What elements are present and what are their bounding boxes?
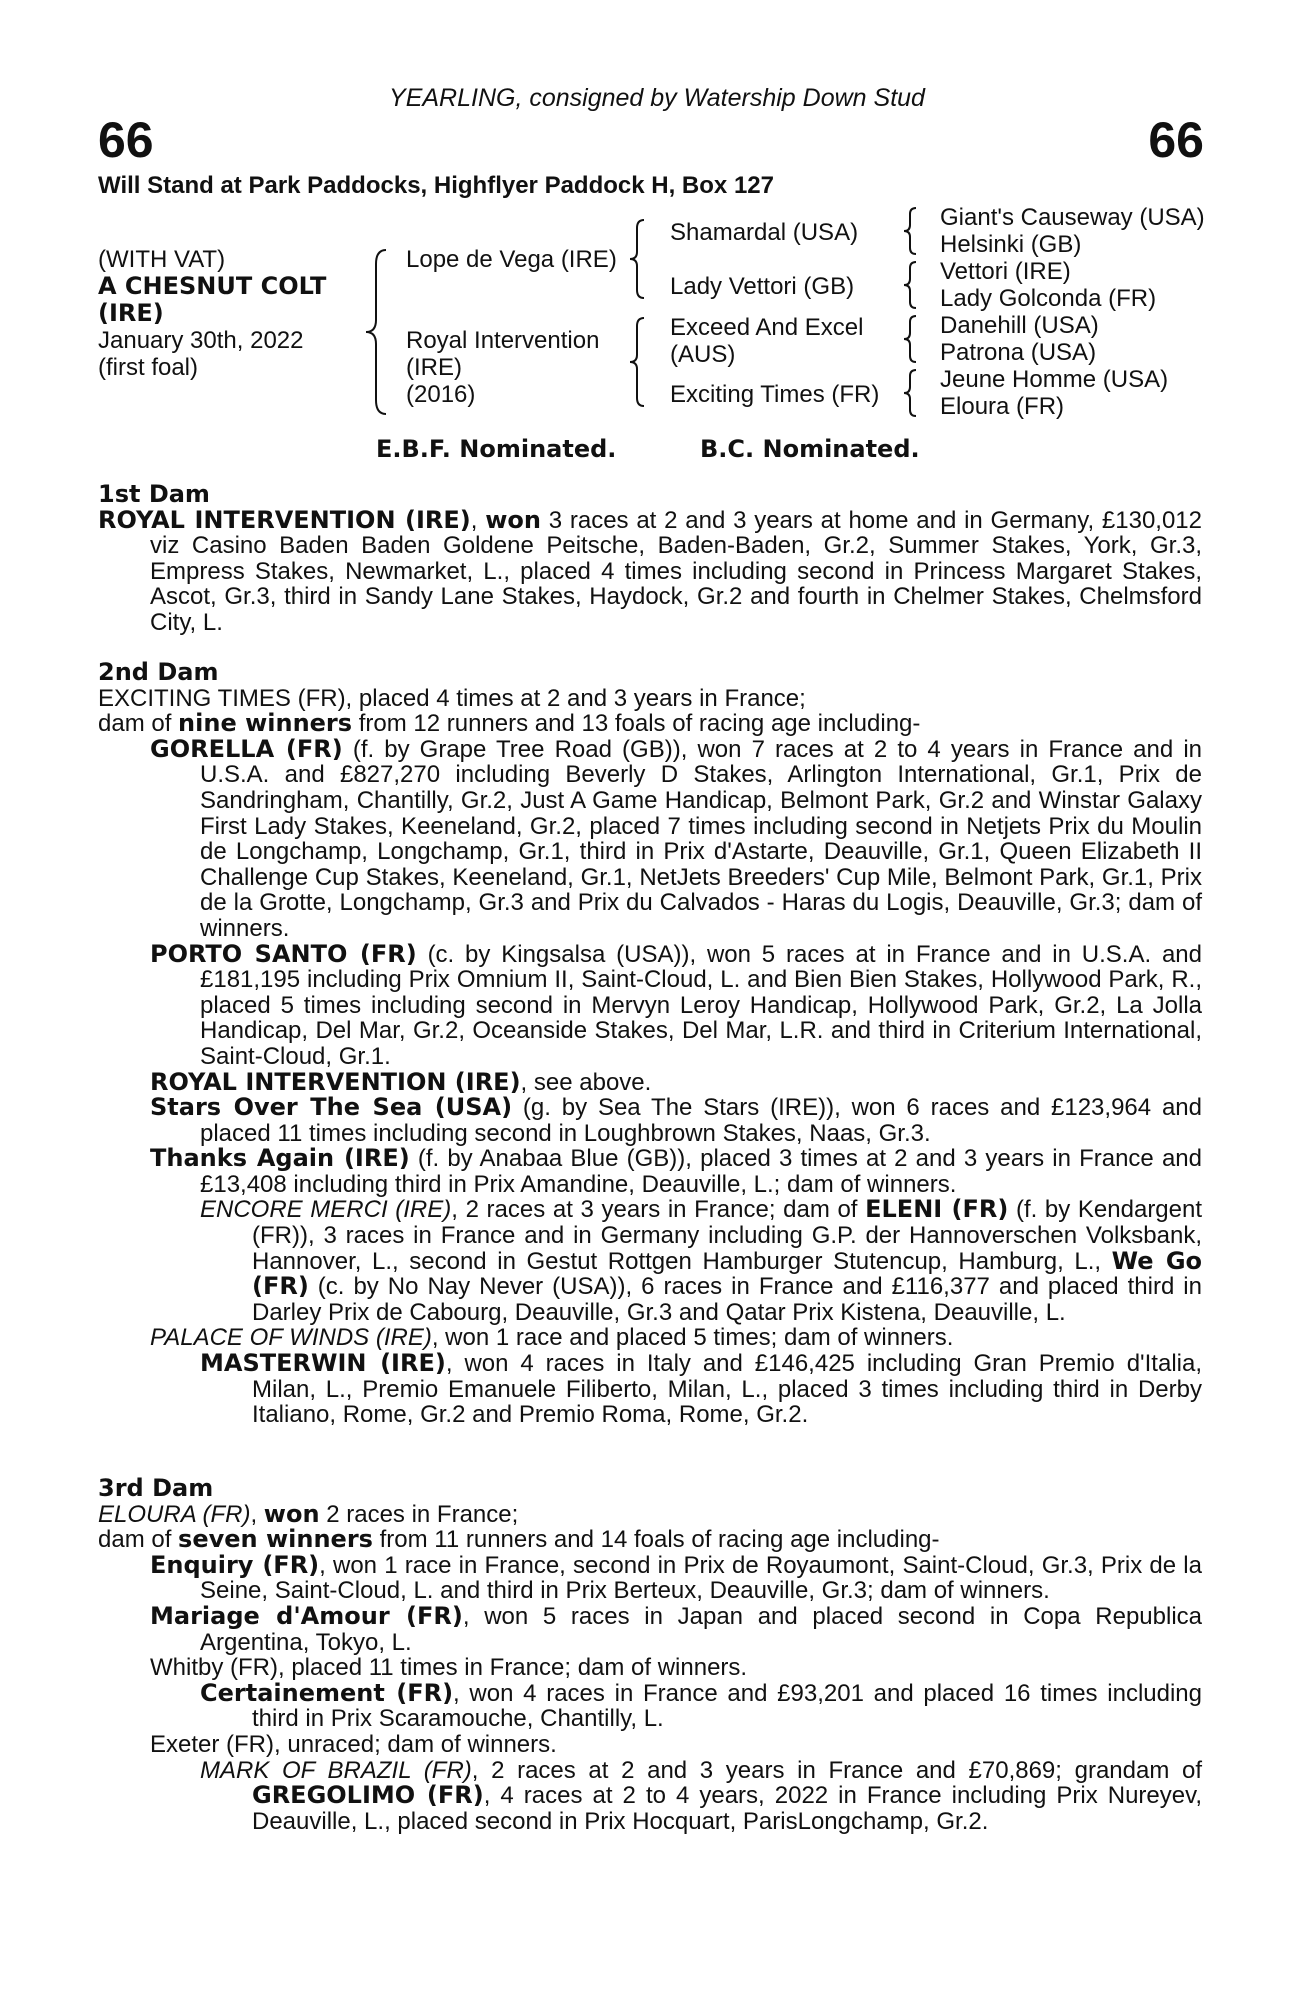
- third-dam-line2: [98, 1527, 1202, 1553]
- progeny-entry: [150, 1095, 1202, 1146]
- dam-name-line2: (IRE): [406, 354, 462, 381]
- certainement-name: Certainement (FR): [200, 1678, 454, 1707]
- progeny-text: (g. by Sea The Stars (IRE)), won 6 races and £123,964 and placed 11 times including second in Loughbrown Stakes, Naas, Gr.3.: [200, 1094, 1202, 1147]
- second-dam-line2-prefix: dam of: [98, 710, 179, 738]
- brace-ds: [900, 314, 922, 364]
- first-foal-note: (first foal): [98, 354, 199, 381]
- sdd: Lady Golconda (FR): [940, 285, 1157, 312]
- brace-dd: [900, 368, 922, 418]
- dds: Jeune Homme (USA): [940, 366, 1169, 393]
- palace-of-winds-name: PALACE OF WINDS (IRE): [150, 1324, 432, 1352]
- we-go-name: We Go (FR): [252, 1246, 1203, 1301]
- pedigree-brace-sire: [626, 218, 650, 300]
- stand-location: Will Stand at Park Paddocks, Highflyer Paddock H, Box 127: [98, 172, 774, 199]
- encore-merci-name: ENCORE MERCI (IRE): [200, 1196, 452, 1224]
- eleni-name: ELENI (FR): [865, 1195, 1009, 1224]
- third-dam-heading: 3rd Dam: [98, 1474, 214, 1502]
- masterwin-name: MASTERWIN (IRE): [200, 1349, 446, 1378]
- first-dam-won: won: [485, 505, 541, 534]
- ssd: Helsinki (GB): [940, 231, 1082, 258]
- pedigree-brace-dam: [626, 316, 650, 408]
- progeny-entry: [150, 939, 1202, 1070]
- third-dam-line2-prefix: dam of: [98, 1526, 179, 1554]
- lot-number-right: 66: [1148, 112, 1204, 168]
- brace-sd: [900, 260, 922, 310]
- enquiry-name: Enquiry (FR): [150, 1550, 320, 1579]
- horse-origin: (IRE): [98, 299, 164, 327]
- progeny-text: , see above.: [520, 1068, 652, 1096]
- progeny-text: (f. by Grape Tree Road (GB)), won 7 races at 2 to 4 years in France and in U.S.A. and £827,270 including Beverly D Stakes, Arlington International, Gr.1, Prix de Sandringham, Chantilly, Gr.2, Just A Game Handicap, Belmont Park, Gr.2 and Winstar Galaxy First Lady Stakes, Keeneland, Gr.2, placed 7 times including second in Netjets Prix du Moulin de Longchamp, Longchamp, Gr.1, third in Prix d'Astarte, Deauville, Gr.1, Queen Elizabeth II Challenge Cup Stakes, Keeneland, Gr.1, NetJets Breeders' Cup Mile, Belmont Park, Gr.1, Prix de la Grotte, Longchamp, Gr.3 and Prix du Calvados - Haras du Logis, Deauville, Gr.3; dam of winners.: [200, 735, 1202, 942]
- dss: Danehill (USA): [940, 312, 1099, 339]
- first-dam-paragraph: ROYAL INTERVENTION (IRE), won 3 races at 2 and 3 years at home and in Germany, £130,012 viz Casino Baden Baden Goldene Peitsche, Baden-Baden, Gr.2, Summer Stakes, York, Gr.3, Empress Stakes, Newmarket, L., placed 4 times including second in Princess Margaret Stakes, Ascot, Gr.3, third in Sandy Lane Stakes, Haydock, Gr.2 and fourth in Chelmer Stakes, Chelmsford City, L.: [98, 505, 1202, 636]
- sds: Vettori (IRE): [940, 258, 1071, 285]
- progeny-name: Thanks Again (IRE): [150, 1144, 410, 1173]
- first-dam-heading: 1st Dam: [98, 480, 210, 508]
- masterwin-text: , won 4 races in Italy and £146,425 including Gran Premio d'Italia, Milan, L., Premio Emanuele Filiberto, Milan, L., placed 3 times including third in Derby Italiano, Rome, Gr.2 and Premio Roma, Rome, Gr.2.: [252, 1350, 1202, 1429]
- we-go-text: (c. by No Nay Never (USA)), 6 races in France and £116,377 and placed third in Darley Prix de Cabourg, Deauville, Gr.3 and Qatar Prix Kistena, Deauville, L.: [252, 1273, 1202, 1326]
- third-dam-name: ELOURA (FR): [98, 1500, 251, 1528]
- sire-name: Lope de Vega (IRE): [406, 246, 617, 273]
- third-dam-section: [98, 1476, 1202, 1834]
- consignment-line: YEARLING, consigned by Watership Down Stud: [389, 84, 925, 112]
- third-dam-text: 2 races in France;: [319, 1500, 519, 1528]
- dsd: Patrona (USA): [940, 339, 1097, 366]
- dam-sire-line2: (AUS): [670, 341, 736, 368]
- dam-name-line1: Royal Intervention: [406, 327, 600, 354]
- sss: Giant's Causeway (USA): [940, 204, 1205, 231]
- grand-progeny-entry: [200, 1758, 1202, 1835]
- foaling-date: January 30th, 2022: [98, 327, 304, 354]
- progeny-name: ROYAL INTERVENTION (IRE): [150, 1067, 521, 1096]
- horse-name: A CHESNUT COLT: [98, 272, 327, 300]
- certainement-text: , won 4 races in France and £93,201 and placed 16 times including third in Prix Scaramouche, Chantilly, L.: [252, 1679, 1203, 1733]
- encore-merci-text: , 2 races at 3 years in France; dam of: [451, 1196, 866, 1224]
- progeny-name: PORTO SANTO (FR): [150, 939, 417, 968]
- dam-sire-line1: Exceed And Excel: [670, 314, 864, 341]
- third-dam-winners-count: seven winners: [178, 1525, 373, 1554]
- first-dam-text: 3 races at 2 and 3 years at home and in Germany, £130,012 viz Casino Baden Baden Goldene Peitsche, Baden-Baden, Gr.2, Summer Stakes, York, Gr.3, Empress Stakes, Newmarket, L., placed 4 times including second in Princess Margaret Stakes, Ascot, Gr.3, third in Sandy Lane Stakes, Haydock, Gr.2 and fourth in Chelmer Stakes, Chelmsford City, L.: [150, 506, 1202, 636]
- pedigree-brace-gen1: [362, 248, 396, 416]
- dam-dam: Exciting Times (FR): [670, 381, 880, 408]
- sire-dam: Lady Vettori (GB): [670, 273, 855, 300]
- progeny-text: (f. by Anabaa Blue (GB)), placed 3 times at 2 and 3 years in France and £13,408 including third in Prix Amandine, Deauville, L.; dam of winners.: [200, 1145, 1202, 1198]
- third-dam-won: won: [263, 1499, 320, 1528]
- first-dam-name: ROYAL INTERVENTION (IRE): [98, 505, 471, 534]
- progeny-text: (c. by Kingsalsa (USA)), won 5 races at in France and in U.S.A. and £181,195 including Prix Omnium II, Saint-Cloud, L. and Bien Bien Stakes, Hollywood Park, R., placed 5 times including second in Mervyn Leroy Handicap, Hollywood Park, Gr.2, La Jolla Handicap, Del Mar, Gr.2, Oceanside Stakes, Del Mar, L.R. and third in Criterium International, Saint-Cloud, Gr.1.: [200, 940, 1202, 1070]
- vat-note: (WITH VAT): [98, 246, 226, 273]
- progeny-entry: [150, 1325, 1202, 1351]
- first-dam-section: [98, 482, 1202, 636]
- grand-progeny-entry: [200, 1197, 1202, 1325]
- second-dam-winners-count: nine winners: [178, 709, 353, 738]
- mark-of-brazil-name: MARK OF BRAZIL (FR): [200, 1756, 472, 1784]
- second-dam-section: [98, 660, 1202, 1428]
- progeny-entry: [150, 1146, 1202, 1197]
- progeny-entry: Exeter (FR), unraced; dam of winners.: [150, 1730, 557, 1758]
- progeny-name: Stars Over The Sea (USA): [150, 1093, 513, 1122]
- sire-sire: Shamardal (USA): [670, 219, 859, 246]
- eleni-text: (f. by Kendargent (FR)), 3 races in France and in Germany including G.P. der Hannoverschen Volksbank, Hannover, L., second in Gestut Rottgen Hamburger Stutencup, Hamburg, L.,: [252, 1196, 1203, 1275]
- second-dam-line2-suffix: from 12 runners and 13 foals of racing age including-: [352, 710, 921, 738]
- dam-foaled-year: (2016): [406, 381, 476, 408]
- grand-progeny-entry: [200, 1678, 1203, 1733]
- progeny-entry: [150, 734, 1202, 942]
- lot-number-left: 66: [98, 112, 154, 168]
- second-dam-heading: 2nd Dam: [98, 658, 219, 686]
- bc-nomination: B.C. Nominated.: [700, 435, 920, 463]
- progeny-entry: [150, 1067, 1202, 1096]
- ddd: Eloura (FR): [940, 393, 1065, 420]
- grand-progeny-entry: [200, 1351, 1202, 1428]
- progeny-entry: [150, 1601, 1203, 1656]
- second-dam-line2: [98, 711, 1202, 737]
- enquiry-text: , won 1 race in France, second in Prix de Royaumont, Saint-Cloud, Gr.3, Prix de la Seine, Saint-Cloud, L. and third in Prix Berteux, Deauville, Gr.3; dam of winners.: [200, 1551, 1202, 1605]
- second-dam-line1: EXCITING TIMES (FR), placed 4 times at 2 and 3 years in France;: [98, 684, 806, 712]
- ebf-nomination: E.B.F. Nominated.: [376, 435, 617, 463]
- palace-of-winds-text: , won 1 race and placed 5 times; dam of winners.: [431, 1324, 954, 1352]
- third-dam-line2-suffix: from 11 runners and 14 foals of racing age including-: [372, 1526, 940, 1554]
- gregolimo-name: GREGOLIMO (FR): [252, 1781, 484, 1810]
- progeny-name: GORELLA (FR): [150, 734, 343, 763]
- third-dam-line1: ELOURA (FR), won 2 races in France;: [98, 1499, 519, 1528]
- gregolimo-text: , 4 races at 2 to 4 years, 2022 in France including Prix Nureyev, Deauville, L., placed second in Prix Hocquart, ParisLongchamp, Gr.2.: [252, 1782, 1202, 1835]
- mark-of-brazil-text: , 2 races at 2 and 3 years in France and £70,869; grandam of: [471, 1756, 1202, 1784]
- progeny-entry: Whitby (FR), placed 11 times in France; dam of winners.: [150, 1654, 748, 1682]
- brace-ss: [900, 206, 922, 256]
- mariage-text: , won 5 races in Japan and placed second in Copa Republica Argentina, Tokyo, L.: [200, 1602, 1203, 1656]
- mariage-name: Mariage d'Amour (FR): [150, 1601, 463, 1630]
- progeny-entry: [150, 1550, 1202, 1605]
